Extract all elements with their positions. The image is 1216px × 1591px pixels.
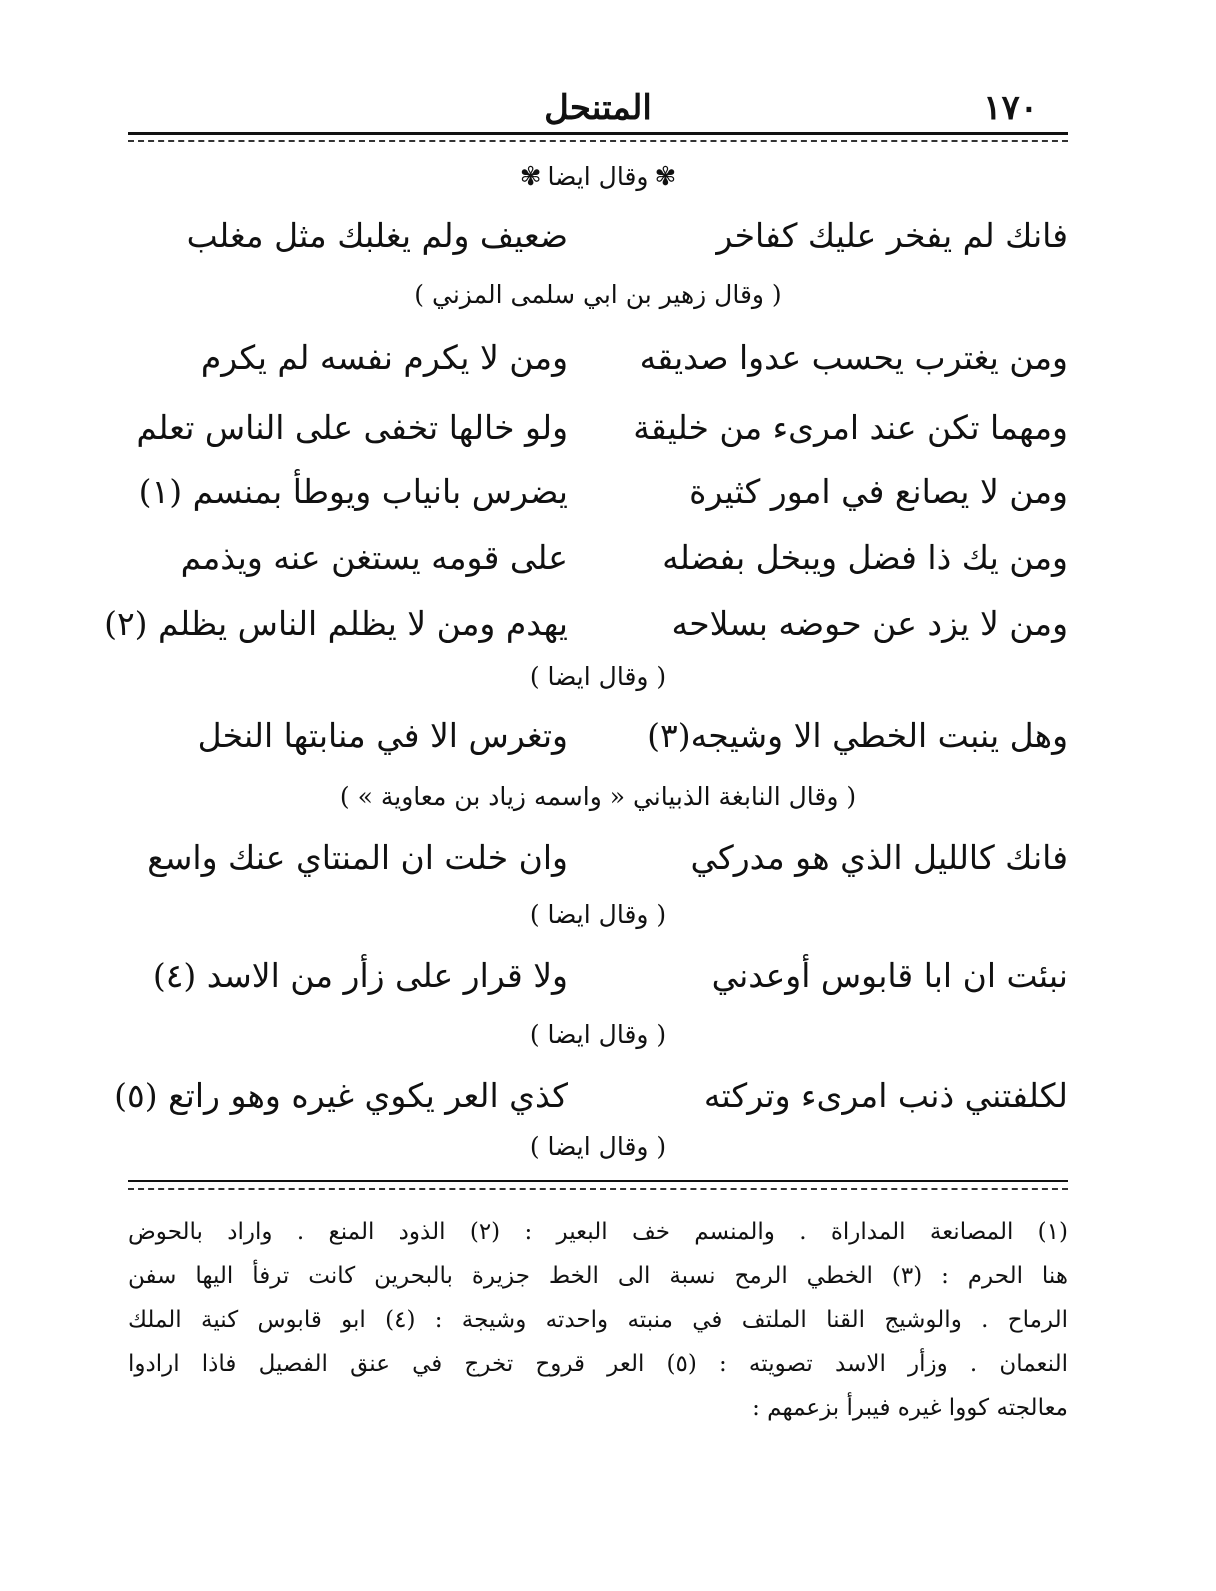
footnote-rule-dashed (128, 1188, 1068, 1190)
hemistich-first: ومن لا يصانع في امور كثيرة (689, 472, 1068, 511)
poem-heading: ( وقال ايضا ) (529, 1132, 667, 1161)
hemistich-first: فانك كالليل الذي هو مدركي (690, 838, 1068, 877)
hemistich-first: ومهما تكن عند امرىء من خليقة (633, 408, 1068, 447)
hemistich-first: ومن يغترب يحسب عدوا صديقه (639, 338, 1068, 377)
hemistich-second: كذي العر يكوي غيره وهو راتع (٥) (114, 1076, 568, 1115)
hemistich-first: وهل ينبت الخطي الا وشيجه(٣) (647, 716, 1068, 755)
hemistich-second: وتغرس الا في منابتها النخل (197, 716, 568, 755)
header-rule-dashed (128, 140, 1068, 142)
footnote-line: الرماح . والوشيج القنا الملتف في منبته واحدته وشيجة : (٤) ابو قابوس كنية الملك (128, 1307, 1069, 1333)
footnote-line: النعمان . وزأر الاسد تصويته : (٥) العر قروح تخرج في عنق الفصيل فاذا ارادوا (128, 1351, 1068, 1377)
poem-heading: ( وقال ايضا ) (529, 662, 667, 691)
verse-line (128, 710, 1068, 762)
hemistich-second: على قومه يستغن عنه ويذمم (180, 538, 568, 577)
verse-line (128, 950, 1068, 1002)
hemistich-second: ضعيف ولم يغلبك مثل مغلب (186, 216, 568, 255)
verse-line (128, 402, 1068, 454)
running-title: المتنحل (544, 88, 652, 128)
hemistich-first: لكلفتني ذنب امرىء وتركته (703, 1076, 1068, 1115)
poem-heading: ( وقال ايضا ) (529, 900, 667, 929)
poem-heading: ( وقال ايضا ) (529, 1020, 667, 1049)
verse-line (104, 598, 1068, 650)
hemistich-second: ولا قرار على زأر من الاسد (٤) (152, 956, 568, 995)
verse-line (128, 466, 1068, 518)
hemistich-second: ومن لا يكرم نفسه لم يكرم (200, 338, 568, 377)
book-page (104, 70, 1069, 1550)
page-number: ١٧٠ (983, 88, 1038, 128)
hemistich-first: نبئت ان ابا قابوس أوعدني (711, 956, 1068, 995)
hemistich-first: ومن لا يزد عن حوضه بسلاحه (671, 604, 1068, 643)
hemistich-second: يضرس بانياب ويوطأ بمنسم (١) (138, 472, 568, 511)
footnote-line: (١) المصانعة المداراة . والمنسم خف البعير : (٢) الذود المنع . واراد بالحوض (128, 1219, 1068, 1245)
hemistich-first: فانك لم يفخر عليك كفاخر (716, 216, 1068, 255)
footnote-line: هنا الحرم : (٣) الخطي الرمح نسبة الى الخط جزيرة بالبحرين كانت ترفأ اليها سفن (128, 1263, 1068, 1289)
verse-line (114, 1070, 1068, 1122)
footnote-rule (128, 1180, 1068, 1182)
hemistich-second: وان خلت ان المنتاي عنك واسع (147, 838, 568, 877)
verse-line (128, 832, 1068, 884)
poem-heading: ( وقال النابغة الذبياني « واسمه زياد بن معاوية » ) (339, 782, 857, 811)
hemistich-first: ومن يك ذا فضل ويبخل بفضله (662, 538, 1068, 577)
ornament-icon: ✾ (519, 162, 542, 192)
verse-line (128, 532, 1068, 584)
ornament-icon: ✾ (654, 162, 677, 192)
footnote-line: معالجته كووا غيره فيبرأ بزعمهم : (752, 1395, 1068, 1421)
header-rule (128, 132, 1068, 135)
poem-heading: ✾وقال ايضا✾ (128, 162, 1068, 192)
page-header (128, 88, 1068, 128)
verse-line (128, 332, 1068, 384)
verse-line (128, 210, 1068, 262)
hemistich-second: يهدم ومن لا يظلم الناس يظلم (٢) (104, 604, 568, 643)
poem-heading: ( وقال زهير بن ابي سلمى المزني ) (414, 280, 782, 309)
hemistich-second: ولو خالها تخفى على الناس تعلم (136, 408, 568, 447)
